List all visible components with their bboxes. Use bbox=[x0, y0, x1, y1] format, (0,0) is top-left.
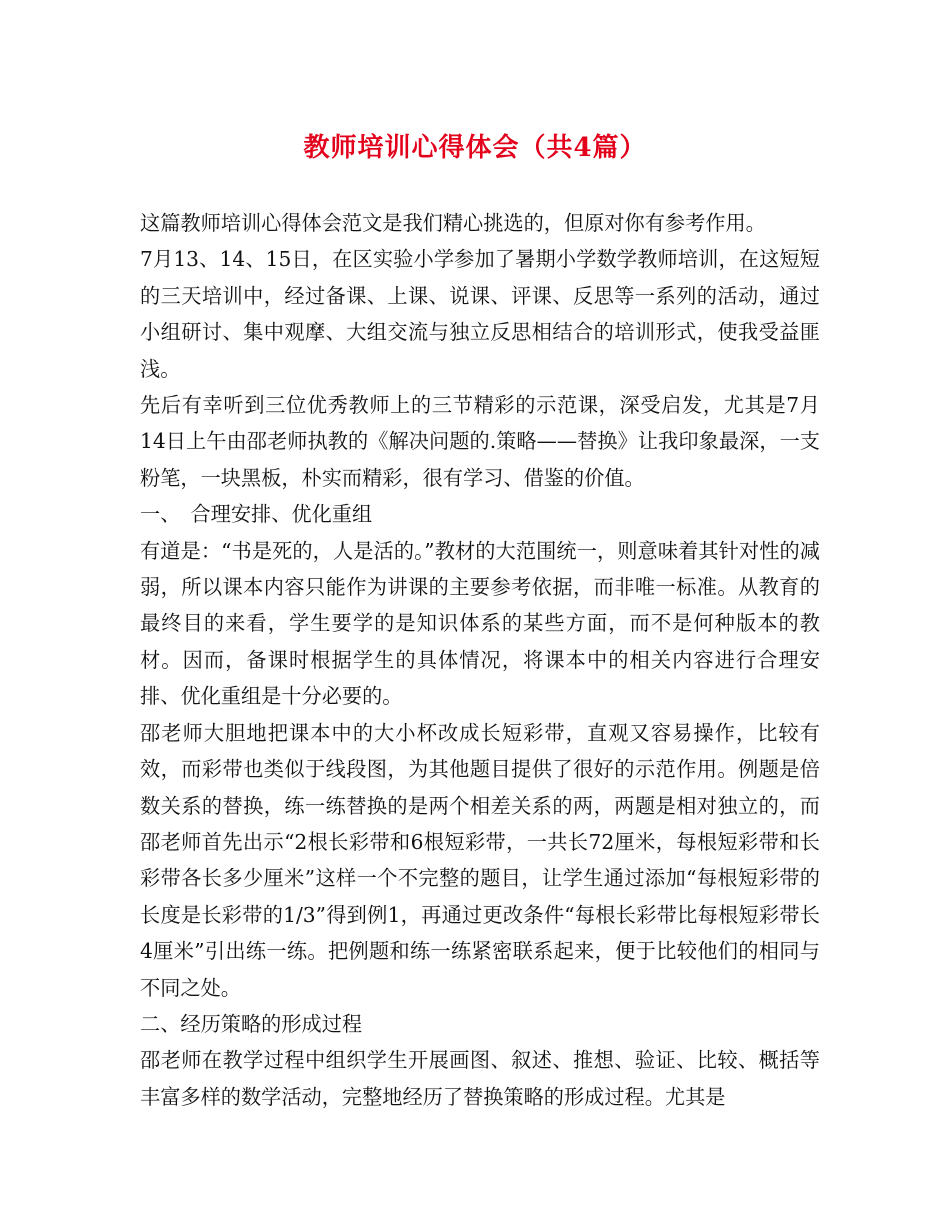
body-paragraph: 邵老师在教学过程中组织学生开展画图、叙述、推想、验证、比较、概括等丰富多样的数学活动，完整地经历了替换策略的形成过程。尤其是 bbox=[140, 1048, 820, 1109]
intro-paragraph: 这篇教师培训心得体会范文是我们精心挑选的，但原对你有参考作用。 bbox=[140, 211, 766, 235]
body-paragraph: 7月13、14、15日，在区实验小学参加了暑期小学数学教师培训，在这短短的三天培训中，经过备课、上课、说课、评课、反思等一系列的活动，通过小组研讨、集中观摩、大组交流与独立反思相结合的培训形式，使我受益匪浅。 bbox=[140, 247, 820, 381]
body-paragraph: 邵老师大胆地把课本中的大小杯改成长短彩带，直观又容易操作，比较有效，而彩带也类似于线段图，为其他题目提供了很好的示范作用。例题是倍数关系的替换，练一练替换的是两个相差关系的两，两题是相对独立的，而邵老师首先出示“2根长彩带和6根短彩带，一共长72厘米，每根短彩带和长彩带各长多少厘米”这样一个不完整的题目，让学生通过添加“每根短彩带的长度是长彩带的1/3”得到例1，再通过更改条件“每根长彩带比每根短彩带长4厘米”引出练一练。把例题和练一练紧密联系起来，便于比较他们的相同与不同之处。 bbox=[140, 720, 820, 1000]
document-body bbox=[140, 205, 820, 1115]
document-title: 教师培训心得体会（共4篇） bbox=[303, 133, 647, 163]
section-heading: 一、 合理安排、优化重组 bbox=[140, 502, 373, 527]
section-heading: 二、经历策略的形成过程 bbox=[140, 1011, 363, 1036]
body-paragraph: 有道是：“书是死的，人是活的。”教材的大范围统一，则意味着其针对性的减弱，所以课本内容只能作为讲课的主要参考依据，而非唯一标准。从教育的最终目的来看，学生要学的是知识体系的某些方面，而不是何种版本的教材。因而，备课时根据学生的具体情况，将课本中的相关内容进行合理安排、优化重组是十分必要的。 bbox=[140, 538, 820, 709]
body-paragraph: 先后有幸听到三位优秀教师上的三节精彩的示范课，深受启发，尤其是7月14日上午由邵老师执教的《解决问题的.策略——替换》让我印象最深，一支粉笔，一块黑板，朴实而精彩，很有学习、借鉴的价值。 bbox=[140, 393, 820, 490]
